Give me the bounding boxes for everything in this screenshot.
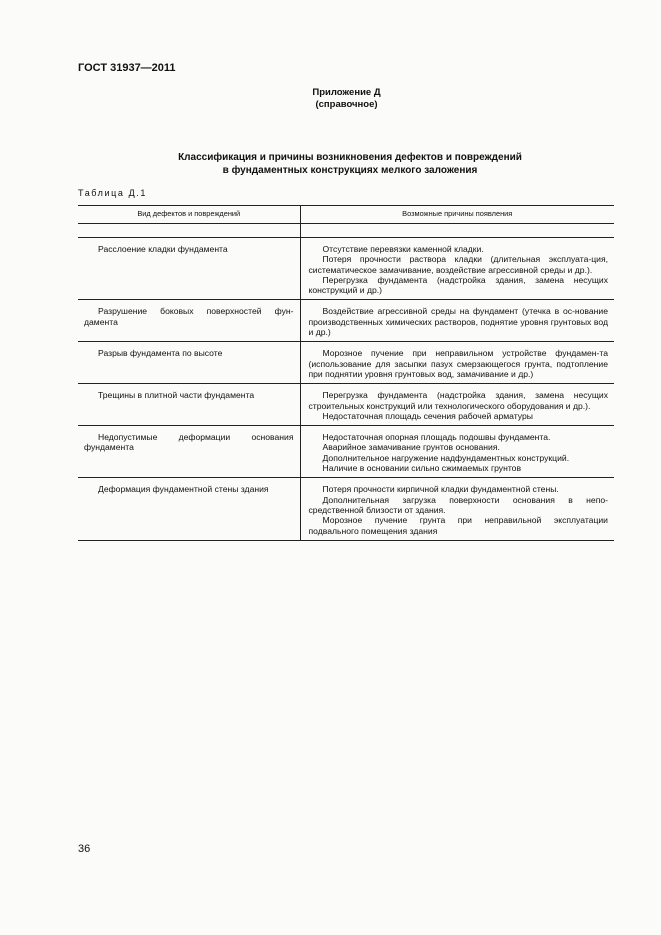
- appendix-subtitle: (справочное): [315, 99, 378, 110]
- table-row: [78, 342, 614, 384]
- table-row: [78, 426, 614, 478]
- causes-cell: [300, 426, 614, 478]
- table-header-row: [78, 206, 614, 224]
- defect-text: Трещины в плитной части фундамента: [98, 390, 255, 401]
- table-row: [78, 384, 614, 426]
- table-row: [78, 238, 614, 300]
- defect-cell: [78, 478, 300, 540]
- causes-cell: [300, 342, 614, 384]
- defect-cell: [78, 342, 300, 384]
- cause-text: Аварийное замачивание грунтов основания.: [322, 442, 500, 453]
- defect-text: Разрушение боковых поверхностей фун-дамента: [84, 306, 294, 327]
- causes-cell: [300, 238, 614, 300]
- defects-table: [78, 205, 614, 541]
- cause-text: Наличие в основании сильно сжимаемых грунтов: [322, 463, 522, 474]
- column-header-causes: Возможные причины появления: [300, 206, 614, 224]
- document-title-line-1: Классификация и причины возникновения дефектов и повреждений: [178, 152, 522, 163]
- cause-text: Дополнительная загрузка поверхности основания в непо-средственной близости от здания.: [308, 494, 608, 515]
- defect-text: Разрыв фундамента по высоте: [98, 348, 223, 359]
- cause-text: Морозное пучение при неправильном устройстве фундамен-та (использование для засыпки пазух смерзающегося грунта, подтопление при поднятии уровня грунтовых вод, замачивание и др.): [308, 348, 608, 379]
- cause-text: Потеря прочности кирпичной кладки фундаментной стены.: [322, 484, 559, 495]
- defect-text: Недопустимые деформации основания фундамента: [84, 432, 294, 453]
- defect-text: Деформация фундаментной стены здания: [98, 484, 269, 495]
- column-header-defect: Вид дефектов и повреждений: [78, 206, 300, 224]
- table-row: [78, 478, 614, 540]
- defect-cell: [78, 300, 300, 342]
- table-label: Таблица Д.1: [78, 188, 147, 198]
- cause-text: Перегрузка фундамента (надстройка здания, замена несущих строительных конструкций или технологического оборудования и др.).: [308, 390, 608, 411]
- cause-text: Недостаточная площадь сечения рабочей арматуры: [322, 410, 533, 421]
- document-title-line-2: в фундаментных конструкциях мелкого заложения: [222, 165, 478, 176]
- cause-text: Недостаточная опорная площадь подошвы фундамента.: [322, 432, 551, 443]
- cause-text: Морозное пучение грунта при неправильной эксплуатации подвального помещения здания: [308, 515, 608, 536]
- table-row: [78, 300, 614, 342]
- table-spacer: [78, 224, 614, 238]
- cause-text: Перегрузка фундамента (надстройка здания, замена несущих конструкций и др.): [308, 274, 608, 296]
- page-number: 36: [78, 843, 91, 855]
- cause-text: Потеря прочности раствора кладки (длительная эксплуата-ция, систематическое замачивание, воздействие агрессивной среды и др.).: [308, 254, 608, 275]
- cause-text: Отсутствие перевязки каменной кладки.: [322, 244, 484, 254]
- defect-cell: [78, 384, 300, 426]
- standard-code: ГОСТ 31937—2011: [78, 62, 176, 74]
- causes-cell: [300, 478, 614, 540]
- cause-text: Дополнительное нагружение надфундаментных конструкций.: [322, 452, 570, 463]
- defect-cell: [78, 238, 300, 300]
- causes-cell: [300, 300, 614, 342]
- appendix-title: Приложение Д: [312, 87, 381, 98]
- cause-text: Воздействие агрессивной среды на фундамент (утечка в ос-нование производственных химических растворов, поднятие уровня грунтовых вод и др.): [308, 306, 608, 338]
- defect-text: Расслоение кладки фундамента: [98, 244, 228, 254]
- defect-cell: [78, 426, 300, 478]
- causes-cell: [300, 384, 614, 426]
